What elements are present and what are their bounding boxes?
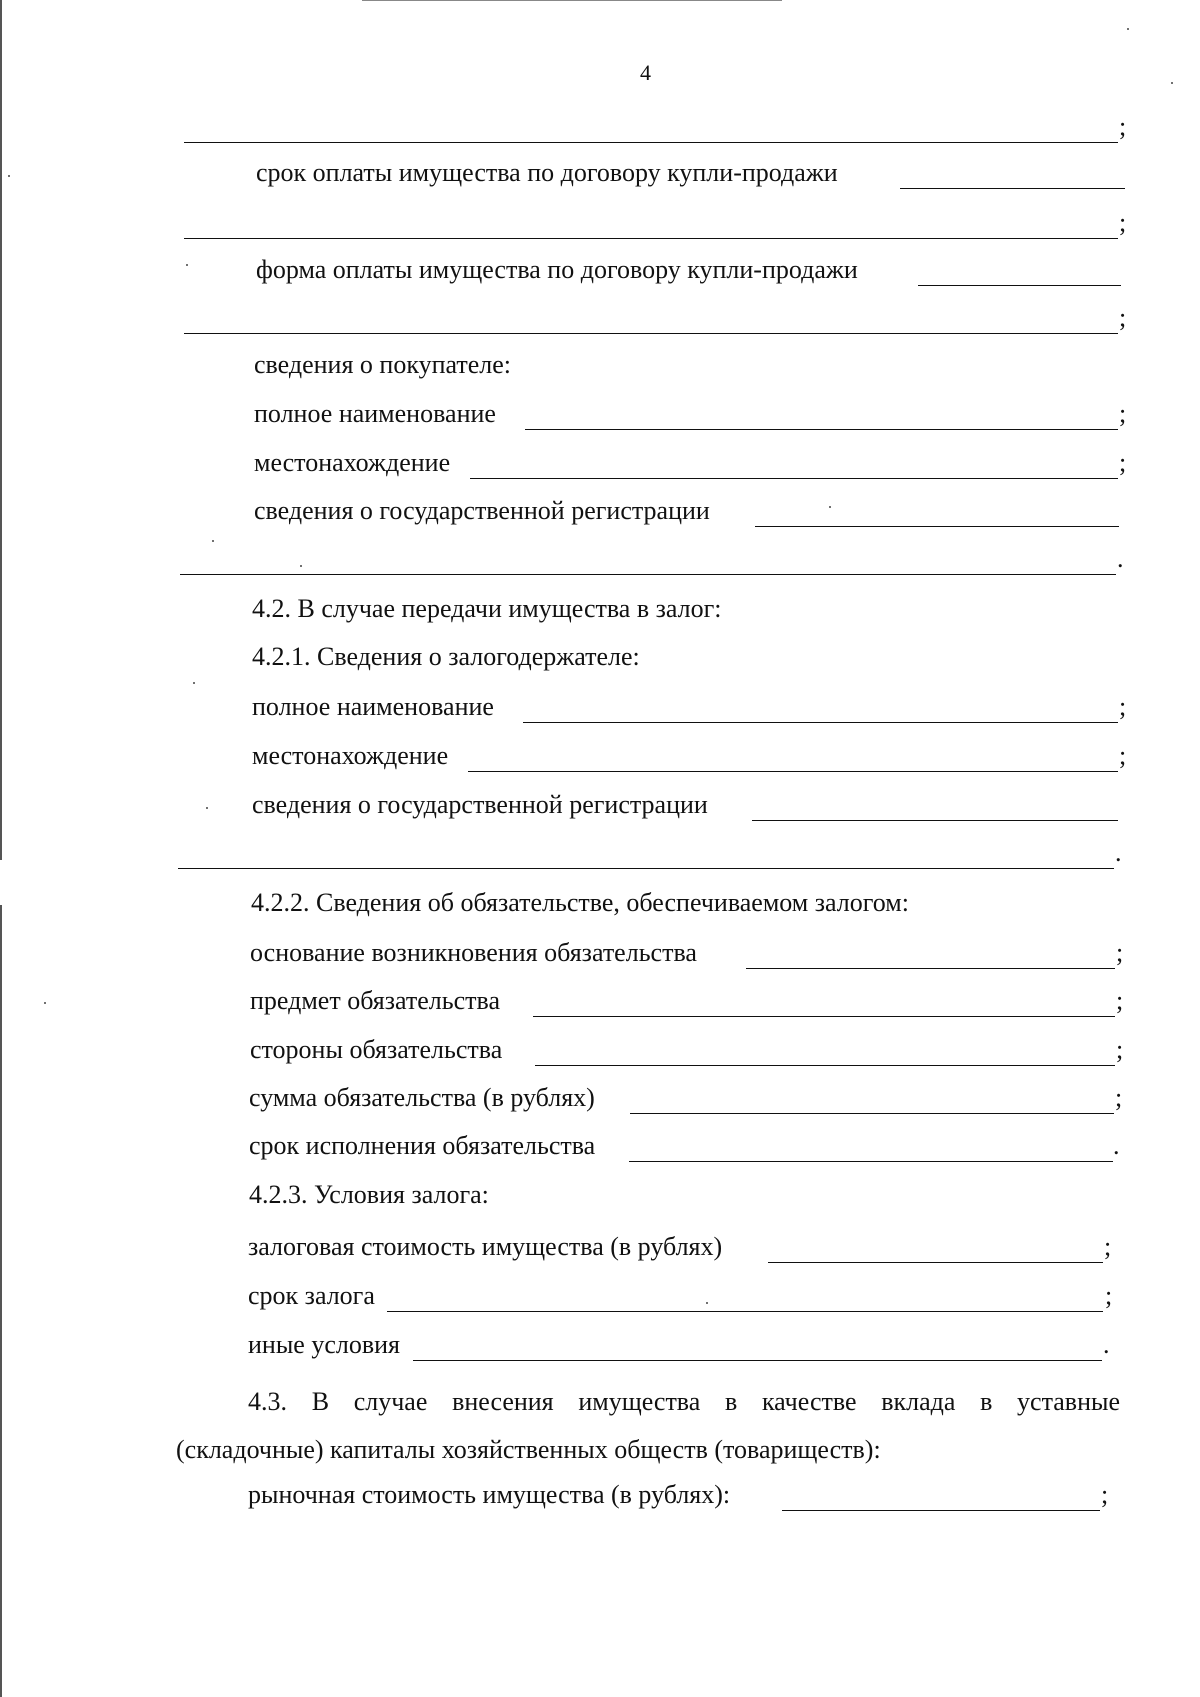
line-end-mark: ;: [1119, 208, 1127, 237]
page-number: 4: [640, 60, 651, 85]
form-row: [0, 790, 1200, 830]
field-label: стороны обязательства: [250, 1035, 503, 1064]
scan-speck: [1171, 82, 1173, 84]
field-label: залоговая стоимость имущества (в рублях): [248, 1232, 723, 1261]
paragraph-4-3-line1: 4.3. В случае внесения имущества в качестве вклада в уставные: [248, 1387, 1120, 1416]
line-end-mark: ;: [1119, 692, 1127, 721]
scan-speck: [193, 682, 195, 684]
field-label: форма оплаты имущества по договору купли-продажи: [256, 255, 858, 284]
scan-edge: [362, 0, 782, 1]
line-end-mark: .: [1117, 544, 1124, 573]
form-row: [0, 496, 1200, 536]
form-row: [0, 1281, 1200, 1321]
form-row: [0, 888, 1200, 928]
fill-in-line[interactable]: [752, 820, 1118, 821]
line-end-mark: ;: [1119, 741, 1127, 770]
field-label: 4.2. В случае передачи имущества в залог:: [252, 594, 722, 623]
fill-in-line[interactable]: [525, 429, 1118, 430]
field-label: срок оплаты имущества по договору купли-продажи: [256, 158, 838, 187]
fill-in-line[interactable]: [768, 1262, 1103, 1263]
scan-speck: [186, 264, 188, 266]
form-row: [0, 1180, 1200, 1220]
fill-in-line[interactable]: [178, 868, 1114, 869]
field-label: 4.2.2. Сведения об обязательстве, обеспечиваемом залогом:: [251, 888, 909, 917]
fill-in-line[interactable]: [629, 1161, 1113, 1162]
fill-in-line[interactable]: [470, 478, 1118, 479]
fill-in-line[interactable]: [184, 333, 1118, 334]
line-end-mark: .: [1115, 838, 1122, 867]
fill-in-line[interactable]: [918, 285, 1121, 286]
form-row: [0, 594, 1200, 634]
field-label: срок залога: [248, 1281, 375, 1310]
form-row: [0, 1083, 1200, 1123]
fill-in-line[interactable]: [180, 574, 1116, 575]
field-label: 4.2.3. Условия залога:: [249, 1180, 489, 1209]
field-label: полное наименование: [252, 692, 494, 721]
field-label: предмет обязательства: [250, 986, 500, 1015]
scan-speck: [8, 175, 10, 177]
line-end-mark: ;: [1119, 399, 1127, 428]
field-label: сумма обязательства (в рублях): [249, 1083, 595, 1112]
field-label: сведения о покупателе:: [254, 350, 512, 379]
form-row: [0, 1232, 1200, 1272]
form-row: [0, 399, 1200, 439]
fill-in-line[interactable]: [746, 968, 1115, 969]
form-row: [0, 642, 1200, 682]
fill-in-line[interactable]: [468, 771, 1118, 772]
form-row: [0, 1131, 1200, 1171]
fill-in-line[interactable]: [184, 238, 1118, 239]
line-end-mark: ;: [1119, 448, 1127, 477]
form-row: [0, 255, 1200, 295]
scan-speck: [1127, 28, 1129, 30]
line-end-mark: ;: [1119, 112, 1127, 141]
form-row: [0, 350, 1200, 390]
field-label: сведения о государственной регистрации: [254, 496, 710, 525]
field-label: местонахождение: [254, 448, 451, 477]
fill-in-line[interactable]: [184, 142, 1118, 143]
form-row: [0, 838, 1200, 878]
fill-in-line[interactable]: [523, 722, 1118, 723]
line-end-mark: ;: [1101, 1480, 1109, 1509]
form-row: [0, 1330, 1200, 1370]
paragraph-4-3: [176, 1378, 1120, 1474]
line-end-mark: ;: [1104, 1232, 1112, 1261]
field-label: иные условия: [248, 1330, 401, 1359]
fill-in-line[interactable]: [535, 1065, 1115, 1066]
scan-speck: [300, 565, 302, 567]
scan-speck: [44, 1002, 46, 1004]
scan-speck: [206, 807, 208, 809]
scan-speck: [212, 540, 214, 542]
line-end-mark: ;: [1116, 1035, 1124, 1064]
form-row: [0, 303, 1200, 343]
field-label: 4.2.1. Сведения о залогодержателе:: [252, 642, 640, 671]
form-row: [0, 158, 1200, 198]
form-row: [0, 692, 1200, 732]
scan-speck: [829, 506, 831, 508]
line-end-mark: ;: [1119, 303, 1127, 332]
line-end-mark: ;: [1116, 986, 1124, 1015]
form-row: [0, 938, 1200, 978]
fill-in-line[interactable]: [900, 188, 1125, 189]
market-value-field[interactable]: [782, 1510, 1100, 1511]
fill-in-line[interactable]: [387, 1311, 1103, 1312]
fill-in-line[interactable]: [630, 1113, 1114, 1114]
fill-in-line[interactable]: [533, 1016, 1115, 1017]
fill-in-line[interactable]: [755, 526, 1119, 527]
line-end-mark: ;: [1115, 1083, 1123, 1112]
field-label: сведения о государственной регистрации: [252, 790, 708, 819]
form-row: [0, 1035, 1200, 1075]
paragraph-4-3-line2: (складочные) капиталы хозяйственных обществ (товариществ):: [176, 1435, 881, 1464]
form-row: [0, 986, 1200, 1026]
field-label: срок исполнения обязательства: [249, 1131, 596, 1160]
form-row: [0, 208, 1200, 248]
line-end-mark: .: [1113, 1131, 1120, 1160]
form-row: [0, 741, 1200, 781]
form-row: [0, 112, 1200, 152]
market-value-row: [0, 1480, 1200, 1520]
field-label: основание возникновения обязательства: [250, 938, 697, 967]
line-end-mark: ;: [1105, 1281, 1113, 1310]
market-value-label: рыночная стоимость имущества (в рублях):: [248, 1480, 731, 1509]
line-end-mark: .: [1103, 1330, 1110, 1359]
form-row: [0, 448, 1200, 488]
field-label: полное наименование: [254, 399, 496, 428]
fill-in-line[interactable]: [413, 1360, 1102, 1361]
form-row: [0, 544, 1200, 584]
line-end-mark: ;: [1116, 938, 1124, 967]
field-label: местонахождение: [252, 741, 449, 770]
scan-speck: [706, 1302, 708, 1304]
